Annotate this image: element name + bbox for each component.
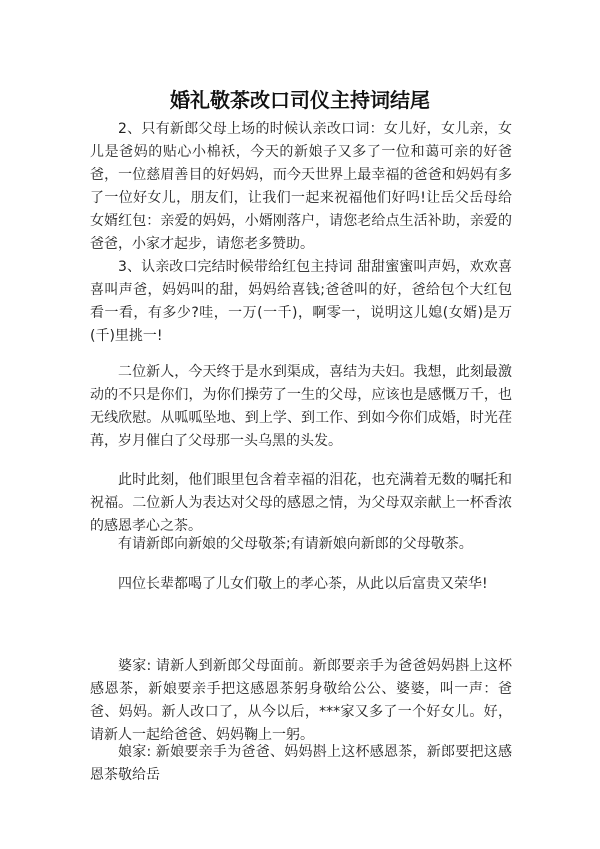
paragraph-red-envelope: 3、认亲改口完结时候带给红包主持词 甜甜蜜蜜叫声妈，欢欢喜喜叫声爸，妈妈叫的甜，妈妈给喜钱;爸爸叫的好，爸给包个大红包看一看，有多少?哇，一万(一千)，啊零一，说明这儿媳(女婿)是万(千)里挑一!	[90, 259, 512, 344]
document-title: 婚礼敬茶改口司仪主持词结尾	[170, 88, 430, 112]
paragraph-newlyweds: 二位新人，今天终于是水到渠成，喜结为夫妇。我想，此刻最激动的不只是你们，为你们操劳了一生的父母，应该也是感慨万千，也无线欣慰。从呱呱坠地、到上学、到工作、到如今你们成婚，时光荏苒，岁月催白了父母那一头乌黑的头发。	[90, 364, 512, 449]
paragraph-groom-family: 婆家: 请新人到新郎父母面前。新郎要亲手为爸爸妈妈斟上这杯感恩茶，新娘要亲手把这感恩茶躬身敬给公公、婆婆，叫一声：爸爸、妈妈。新人改口了，从今以后，***家又多了一个好女儿。好，请新人一起给爸爸、妈妈鞠上一躬。	[90, 658, 512, 743]
paragraph-elders: 四位长辈都喝了儿女们敬上的孝心茶，从此以后富贵又荣华!	[118, 576, 488, 592]
paragraph-bride-family: 娘家: 新娘要亲手为爸爸、妈妈斟上这杯感恩茶，新郎要把这感恩茶敬给岳	[90, 744, 512, 783]
paragraph-serve-tea: 有请新郎向新娘的父母敬茶;有请新娘向新郎的父母敬茶。	[118, 536, 473, 552]
paragraph-greeting-words: 2、只有新郎父母上场的时候认亲改口词：女儿好，女儿亲，女儿是爸妈的贴心小棉袄，今天的新娘子又多了一位和蔼可亲的好爸爸，一位慈眉善目的好妈妈，而今天世界上最幸福的爸爸和妈妈有多了一位好女儿，朋友们，让我们一起来祝福他们好吗!让岳父岳母给女婿红包：亲爱的妈妈，小婿刚落户，请您老给点生活补助，亲爱的爸爸，小家才起步，请您老多赞助。	[90, 121, 512, 252]
paragraph-gratitude-tea: 此时此刻，他们眼里包含着幸福的泪花，也充满着无数的嘱托和祝福。二位新人为表达对父母的感恩之情，为父母双亲献上一杯香浓的感恩孝心之茶。	[90, 472, 512, 534]
